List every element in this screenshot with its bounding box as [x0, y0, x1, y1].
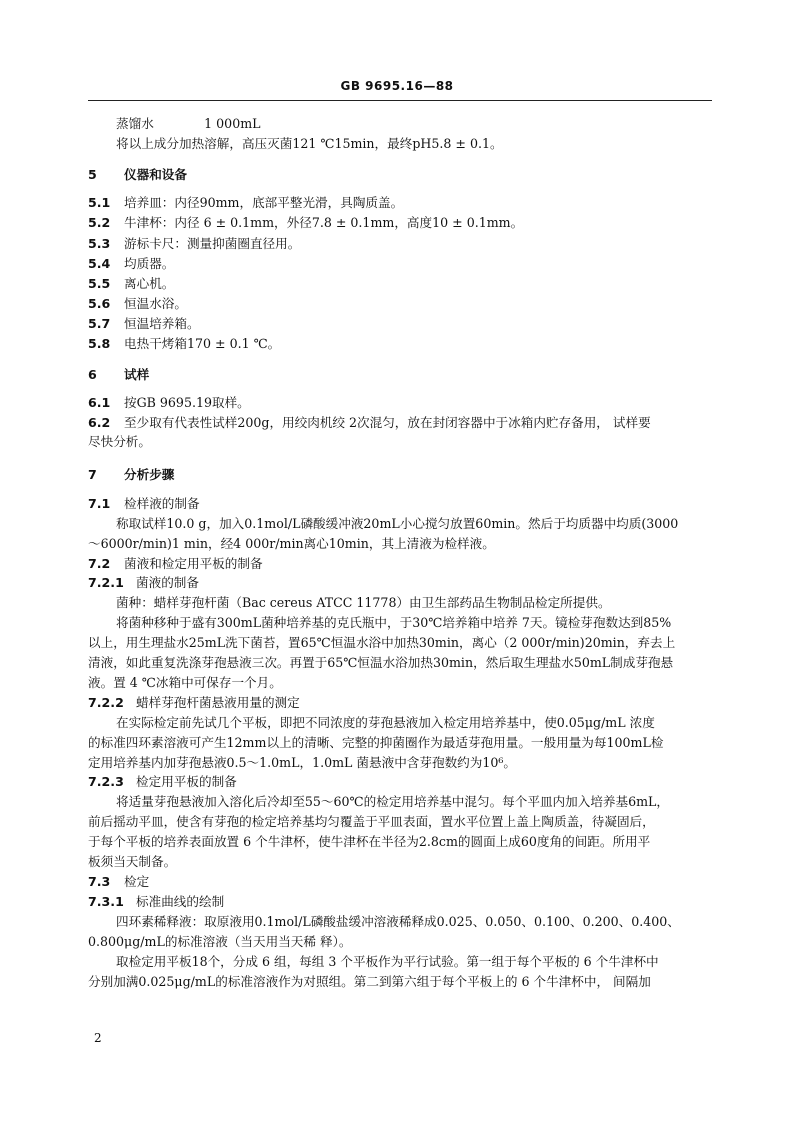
clause-number: 5.1 — [88, 195, 111, 210]
text-line: 蒸馏水 1 000mL — [116, 116, 261, 131]
page-number: 2 — [94, 1031, 102, 1045]
text-line: 将菌种移种于盛有300mL菌种培养基的克氏瓶中，于30℃培养箱中培养 7天。镜检芽孢数达到85% — [116, 615, 672, 630]
text-line: 将适量芽孢悬液加入溶化后冷却至55～60℃的检定用培养基中混匀。每个平皿内加入培养基6mL， — [116, 794, 670, 809]
clause-number: 7.2 — [88, 556, 111, 571]
clause-5-2 — [88, 214, 718, 232]
clause-text: 检定 — [124, 874, 150, 889]
clause-text: 离心机。 — [124, 276, 175, 291]
clause-text: 牛津杯：内径 6 ± 0.1mm，外径7.8 ± 0.1mm，高度10 ± 0.1mm。 — [124, 215, 524, 230]
section-title: 试样 — [124, 367, 150, 382]
text-line: 四环素稀释液：取原液用0.1mol/L磷酸盐缓冲溶液稀释成0.025、0.050、0.100、0.200、0.400、 — [116, 914, 680, 929]
clause-5-1 — [88, 194, 718, 212]
text-line: 分别加满0.025μg/mL的标准溶液作为对照组。第二到第六组于每个平板上的 6 个牛津杯中， 间隔加 — [88, 974, 651, 989]
clause-text: 均质器。 — [124, 256, 175, 271]
clause-number: 7.3 — [88, 874, 111, 889]
clause-text: 蜡样芽孢杆菌悬液用量的测定 — [136, 695, 300, 710]
text-line: 液。置 4 ℃冰箱中可保存一个月。 — [88, 675, 282, 690]
clause-number: 7.2.3 — [88, 774, 124, 789]
clause-number: 7.3.1 — [88, 894, 124, 909]
clause-text: 标准曲线的绘制 — [136, 894, 225, 909]
section-heading-5 — [88, 166, 718, 184]
clause-5-6 — [88, 295, 718, 313]
clause-number: 7.1 — [88, 496, 111, 511]
clause-7-2 — [88, 555, 718, 573]
section-title: 仪器和设备 — [124, 167, 187, 182]
section-title: 分析步骤 — [124, 467, 175, 482]
clause-number: 7.2.2 — [88, 695, 124, 710]
clause-number: 6.2 — [88, 415, 111, 430]
clause-text: 检定用平板的制备 — [136, 774, 237, 789]
section-number: 7 — [88, 467, 97, 482]
clause-7-2-1 — [88, 574, 718, 592]
clause-number: 5.3 — [88, 236, 111, 251]
page-header: GB 9695.16—88 — [340, 79, 454, 93]
clause-7-3 — [88, 873, 718, 891]
clause-5-3 — [88, 235, 718, 253]
section-number: 5 — [88, 167, 97, 182]
text-line: ～6000r/min)1 min，经4 000r/min离心10min，其上清液为检样液。 — [88, 536, 495, 551]
clause-7-2-3 — [88, 773, 718, 791]
text-line: 前后摇动平皿，使含有芽孢的检定培养基均匀覆盖于平皿表面，置水平位置上盖上陶质盖，待凝固后， — [88, 814, 655, 829]
clause-7-1 — [88, 495, 718, 513]
clause-text: 恒温水浴。 — [124, 296, 187, 311]
header-rule — [88, 100, 712, 101]
clause-text: 游标卡尺：测量抑菌圈直径用。 — [124, 236, 301, 251]
text-line: 在实际检定前先试几个平板，即把不同浓度的芽孢悬液加入检定用培养基中，使0.05μg/mL 浓度 — [116, 715, 655, 730]
text-line: 称取试样10.0 g，加入0.1mol/L磷酸缓冲液20mL小心搅匀放置60min。然后于均质器中均质(3000 — [116, 516, 679, 531]
text-line: 0.800μg/mL的标准溶液（当天用当天稀 释）。 — [88, 934, 352, 949]
clause-text: 菌液的制备 — [136, 575, 199, 590]
text-line: 尽快分析。 — [88, 434, 151, 449]
clause-text: 菌液和检定用平板的制备 — [124, 556, 263, 571]
clause-number: 5.6 — [88, 296, 111, 311]
section-heading-7 — [88, 466, 718, 484]
clause-6-2 — [88, 414, 718, 432]
text-line: 以上，用生理盐水25mL洗下菌苔，置65℃恒温水浴中加热30min，离心（2 000r/min)20min，弃去上 — [88, 635, 676, 650]
clause-text: 至少取有代表性试样200g，用绞肉机绞 2次混匀，放在封闭容器中于冰箱内贮存备用， 试样要 — [124, 415, 651, 430]
clause-7-3-1 — [88, 893, 718, 911]
text-line: 取检定用平板18个，分成 6 组，每组 3 个平板作为平行试验。第一组于每个平板的 6 个牛津杯中 — [116, 954, 659, 969]
clause-5-8 — [88, 335, 718, 353]
clause-number: 7.2.1 — [88, 575, 124, 590]
text-line: 的标准四环素溶液可产生12mm以上的清晰、完整的抑菌圈作为最适芽孢用量。一般用量为每100mL检 — [88, 735, 664, 750]
clause-5-7 — [88, 315, 718, 333]
clause-number: 5.2 — [88, 215, 111, 230]
clause-6-1 — [88, 394, 718, 412]
clause-number: 5.7 — [88, 316, 111, 331]
clause-7-2-2 — [88, 694, 718, 712]
clause-number: 5.8 — [88, 336, 111, 351]
clause-text: 培养皿：内径90mm，底部平整光滑，具陶质盖。 — [124, 195, 404, 210]
text-line: 将以上成分加热溶解，高压灭菌121 ℃15min，最终pH5.8 ± 0.1。 — [116, 136, 503, 151]
section-heading-6 — [88, 366, 718, 384]
clause-text: 恒温培养箱。 — [124, 316, 200, 331]
clause-text: 检样液的制备 — [124, 496, 200, 511]
text-line: 菌种：蜡样芽孢杆菌（Bac cereus ATCC 11778）由卫生部药品生物制品检定所提供。 — [116, 595, 611, 610]
text-line: 定用培养基内加芽孢悬液0.5～1.0mL，1.0mL 菌悬液中含芽孢数约为10⁶。 — [88, 755, 517, 770]
clause-number: 6.1 — [88, 395, 111, 410]
clause-number: 5.4 — [88, 256, 111, 271]
clause-number: 5.5 — [88, 276, 111, 291]
clause-5-4 — [88, 255, 718, 273]
clause-5-5 — [88, 275, 718, 293]
clause-text: 按GB 9695.19取样。 — [124, 395, 250, 410]
clause-text: 电热干烤箱170 ± 0.1 ℃。 — [124, 336, 281, 351]
text-line: 清液，如此重复洗涤芽孢悬液三次。再置于65℃恒温水浴加热30min，然后取生理盐水50mL制成芽孢悬 — [88, 655, 674, 670]
section-number: 6 — [88, 367, 97, 382]
text-line: 于每个平板的培养表面放置 6 个牛津杯，使牛津杯在半径为2.8cm的圆面上成60度角的间距。所用平 — [88, 834, 651, 849]
text-line: 板须当天制备。 — [88, 854, 177, 869]
